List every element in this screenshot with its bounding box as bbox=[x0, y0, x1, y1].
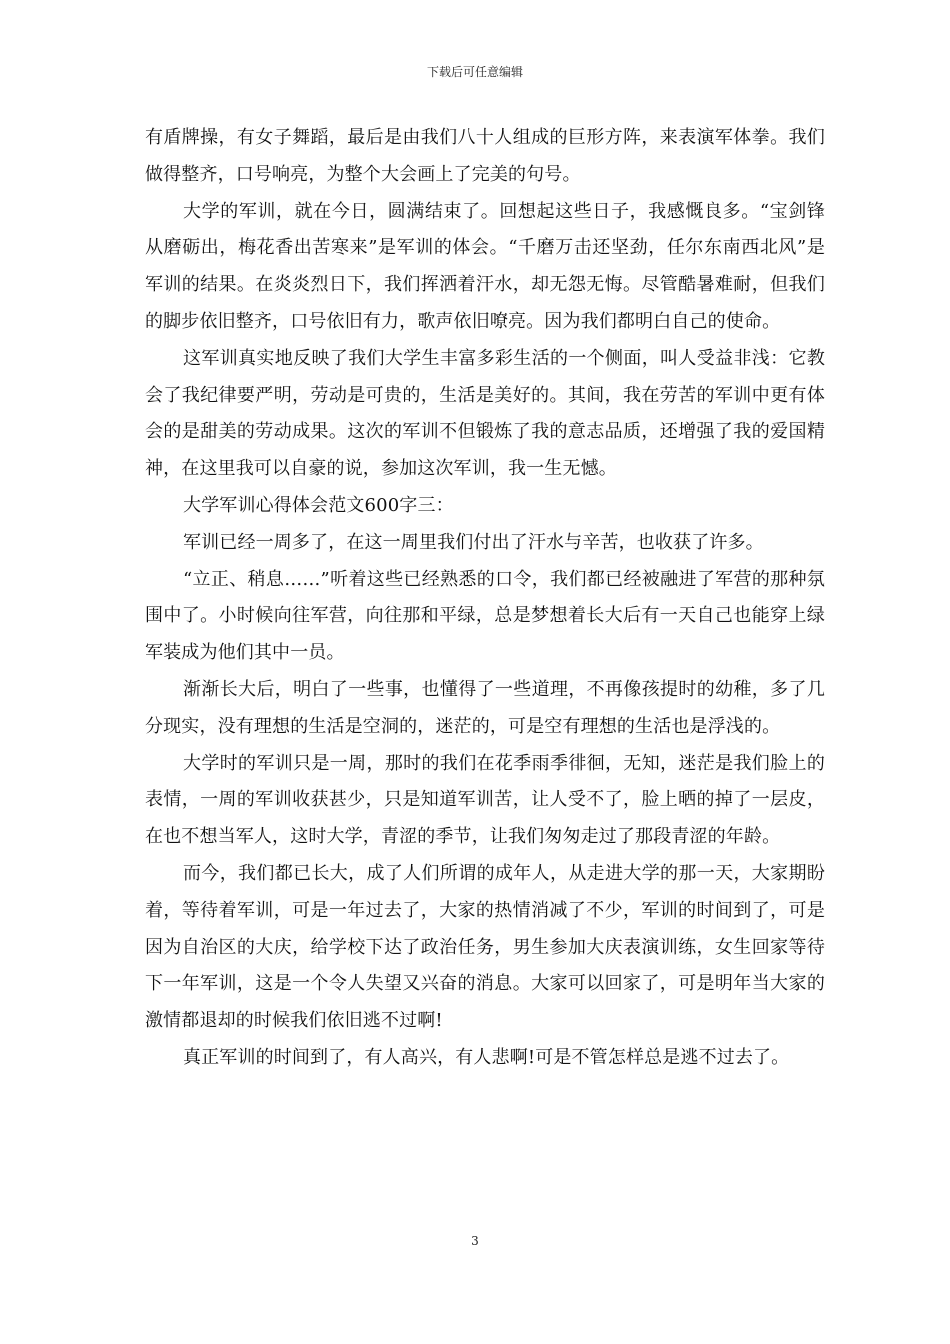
paragraph: 渐渐长大后，明白了一些事，也懂得了一些道理，不再像孩提时的幼稚，多了几分现实，没有理想的生活是空洞的，迷茫的，可是空有理想的生活也是浮浅的。 bbox=[145, 678, 825, 737]
paragraph: “立正、稍息……”听着这些已经熟悉的口令，我们都已经被融进了军营的那种氛围中了。小时候向往军营，向往那和平绿，总是梦想着长大后有一天自己也能穿上绿军装成为他们其中一员。 bbox=[145, 568, 825, 664]
paragraph: 这军训真实地反映了我们大学生丰富多彩生活的一个侧面，叫人受益非浅：它教会了我纪律要严明，劳动是可贵的，生活是美好的。其间，我在劳苦的军训中更有体会的是甜美的劳动成果。这次的军训不但锻炼了我的意志品质，还增强了我的爱国精神，在这里我可以自豪的说，参加这次军训，我一生无憾。 bbox=[145, 347, 825, 480]
paragraph: 大学的军训，就在今日，圆满结束了。回想起这些日子，我感慨良多。“宝剑锋从磨砺出，梅花香出苦寒来”是军训的体会。“千磨万击还坚劲，任尔东南西北风”是军训的结果。在炎炎烈日下，我们挥洒着汗水，却无怨无悔。尽管酷暑难耐，但我们的脚步依旧整齐，口号依旧有力，歌声依旧嘹亮。因为我们都明白自己的使命。 bbox=[145, 200, 825, 332]
document-body bbox=[145, 120, 825, 1077]
page-number: 3 bbox=[471, 1234, 479, 1248]
paragraph: 真正军训的时间到了，有人高兴，有人悲啊!可是不管怎样总是逃不过去了。 bbox=[183, 1046, 790, 1068]
paragraph: 大学时的军训只是一周，那时的我们在花季雨季徘徊，无知，迷茫是我们脸上的表情，一周的军训收获甚少，只是知道军训苦，让人受不了，脸上晒的掉了一层皮，在也不想当军人，这时大学，青涩的季节，让我们匆匆走过了那段青涩的年龄。 bbox=[145, 752, 825, 848]
paragraph: 军训已经一周多了，在这一周里我们付出了汗水与辛苦，也收获了许多。 bbox=[183, 531, 764, 553]
page-header: 下载后可任意编辑 bbox=[426, 65, 523, 79]
paragraph: 而今，我们都已长大，成了人们所谓的成年人，从走进大学的那一天，大家期盼着，等待着军训，可是一年过去了，大家的热情消减了不少，军训的时间到了，可是因为自治区的大庆，给学校下达了政治任务，男生参加大庆表演训练，女生回家等待下一年军训，这是一个令人失望又兴奋的消息。大家可以回家了，可是明年当大家的激情都退却的时候我们依旧逃不过啊! bbox=[145, 862, 825, 1032]
paragraph: 有盾牌操，有女子舞蹈，最后是由我们八十人组成的巨形方阵，来表演军体拳。我们做得整齐，口号响亮，为整个大会画上了完美的句号。 bbox=[145, 127, 825, 185]
section-heading: 大学军训心得体会范文600字三： bbox=[183, 494, 454, 516]
